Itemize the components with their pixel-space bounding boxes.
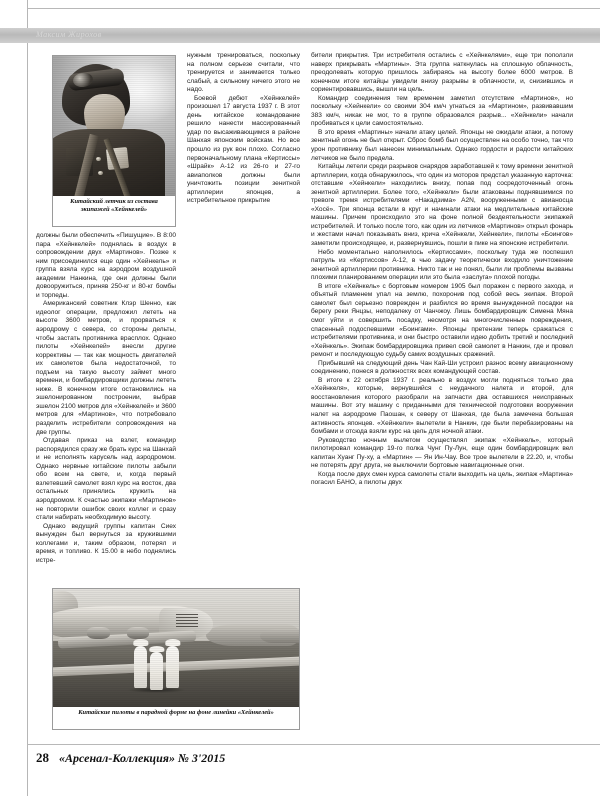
paragraph: должны были обеспечить «Пишущие». В 8:00 пара «Хейнкелей» поднялась в воздух в сопровождении двух «Мартинов». Позже к ним присоединился еще один «Хейнкель» и группа взяла курс на аэродром воздушной академии Нанкина, где они должны были довооружиться, приняв 250-кг и 80-кг бомбы и торпеды. xyxy=(36,232,176,299)
text-column-right xyxy=(311,52,573,488)
left-vertical-rule xyxy=(27,0,28,796)
figure-caption: Китайский летчик из состава экипажей «Хейнкелей» xyxy=(53,196,175,217)
pilots-parade-photo xyxy=(53,589,299,707)
text-column-left xyxy=(36,232,176,565)
paragraph: Однако ведущий группы капитан Сиех вынужден был вернуться за кружившими коллегами и, таким образом, потерял и время, и топливо. К 15.00 в небо поднялись истре- xyxy=(36,522,176,564)
paragraph: Небо моментально наполнилось «Кертиссами», поскольку туда же поспешил патруль из «Кертиссов» А-12, в чью задачу теоретически входило уничтожение зенитной артиллерии противника. Никто так и не понял, были ли проблемы вызваны плохими планированием операции или это была «заслуга» плохой погоды. xyxy=(311,248,573,282)
pilot-portrait-photo xyxy=(53,56,175,196)
running-head-author: Максим Жирохов xyxy=(36,30,102,39)
figure-pilot-portrait xyxy=(52,55,176,227)
paragraph: Американский советник Клэр Шенно, как идеолог операции, предложил лететь на высоте 3600 метров, и прорваться к аэродрому с севера, со стороны дельты, чтобы застать противника врасплох. Однако пилоты «Хейнкелей» внесли другие коррективы — так как мощность двигателей их самолетов была недостаточной, то подъем на такую высоту займет много времени, и бомбардировщики должны лететь ниже. В конечном итоге остановились на эшелонированном построении, выбрав эшелон 2100 метров для «Хейнкелей» и 3600 метров для «Мартинов», что потребовало разделить истребители сопровождения на две группы. xyxy=(36,300,176,436)
paragraph: Боевой дебют «Хейнкелей» произошел 17 августа 1937 г. В этот день китайское командование решило нанести массированный удар по высаживающимся в районе Шанхая японским войскам. Но все прошло из рук вон плохо. Согласно первоначальному плана «Кертиссы» «Шрайк» А-12 из 26-го и 27-го авиаполков должны были уничтожить позиции зенитной артиллерии японцев, а истребительное прикрытие xyxy=(187,94,300,205)
paragraph: бители прикрытия. Три истребителя остались с «Хейнкелями», еще три поползли наверх прикрывать «Мартины». Эта группа наткнулась на сплошную облачность, преодолевать которую пришлось забираясь на высоту более 6000 метров. В конечном итоге китайцы увидели внизу разрывы в облачности, и, снизившись и сориентировавшись, вышли на цель. xyxy=(311,52,573,94)
paragraph: Руководство ночным вылетом осуществлял экипаж «Хейнкель», который пилотировал командир 19-го полка Чунг Пу-Лун, еще один бомбардировщик вел капитан Хуанг Пу-ху, а «Мартин» — Ян Ин-Чау. Все трое вылетели в 22.20, и, чтобы не потерять друг друга, не выключили бортовые навигационные огни. xyxy=(311,436,573,470)
paragraph: Когда после двух смен курса самолеты стали выходить на цель, экипаж «Мартина» погасил БАНО, а пилоты двух xyxy=(311,470,574,487)
paragraph: Отдавая приказ на взлет, командир распорядился сразу же брать курс на Шанхай и не исполнять карусель над аэродромом. Однако нервные китайские пилоты забыли обо всем на свете, и, когда первый взлетевший самолет взял курс на восток, два остальных принялись кружить на аэродромом. К счастью экипажи «Мартинов» не повторили ошибок своих коллег и сразу стали набирать необходимую высоту. xyxy=(36,437,176,522)
page-number: 28 xyxy=(36,750,49,765)
paragraph: Китайцы летели среди разрывов снарядов заработавшей к тому времени зенитной артиллерии, когда обнаружилось, что один из моторов предстал указанную карточка: отставшие «Хейнкели» находились внизу, попав под сосредоточенный огонь зенитной артиллерии. Более того, «Хейнкели» были атакованы поднявшимися по тревоге тремя истребителями «Накадзима» A2N, вооруженными с авианосца «Хосё». Три японца встали в круг и начинали атаки на медлительные китайские машины. Причем происходило это на фоне полной бездеятельности экипажей истребителей. И только после того, как один из летчиков «Мартинов» открыл фонарь и жестами начал показывать вниз, крича «Хейнкели, Хейнкели», пилоты «Боингов» заметили происходящее, и, развернувшись, пошли в пике на японские истребители. xyxy=(311,163,573,248)
text-column-middle xyxy=(187,52,300,206)
figure-pilots-parade xyxy=(52,588,300,730)
figure-caption: Китайские пилоты в парадной форме на фоне линейки «Хейнкелей» xyxy=(53,707,299,720)
paragraph: нужным тренироваться, поскольку на полном серьезе считали, что тренируется и занимается только слабый, а сильному ничего этого не надо. xyxy=(187,52,300,94)
paragraph: Прибывший на следующий день Чан Кай-Ши устроил разнос всему авиационному соединению, понеся в должностях всех командующей состав. xyxy=(311,359,573,376)
footer-rule xyxy=(27,744,600,745)
paragraph: В это время «Мартины» начали атаку целей. Японцы не ожидали атаки, а потому зенитный огонь не был открыт. Сброс бомб был осуществлен на особо точно, так что урон противнику был нанесен минимальным. Однако гордости и радости китайских летчиков не было предела. xyxy=(311,128,573,162)
paragraph: Командир соединения тем временем заметил отсутствие «Мартинов», но поскольку «Хейнкели» со своими 304 км/ч угнаться за «Мартином», развивавшим 383 км/ч, никак не мог, то в группе образовался разрыв... «Хейнкели» начали пробиваться к цели самостоятельно. xyxy=(311,94,573,128)
top-rule xyxy=(27,8,600,9)
journal-title: «Арсенал-Коллекция» № 3'2015 xyxy=(59,751,226,765)
paragraph: В итоге «Хейнкель» с бортовым номером 1905 был поражен с первого захода, и объятый пламенем упал на землю, похоронив под собой весь экипаж. Второй самолет был серьезно поврежден и разбился во время вынужденной посадки на берегу реки Янцзы, неподалеку от Чанчжоу. Лишь бомбардировщик Симена Мяна смог уйти и совершить посадку, несмотря на многочисленные повреждения, спасенный подоспевшими «Боингами». Японцы претензии теперь сражаться с истребителями противника, и они быстро оставили идею добить третий и последний «Хейнкель». Экипаж бомбардировщика привел свой самолет в Нанкин, где и провел ремонт и последующую судьбу самих воздушных сражений. xyxy=(311,282,573,359)
page-footer xyxy=(36,750,225,766)
paragraph: В итоге к 22 октября 1937 г. реально в воздух могли подняться только два «Хейнкеля», которые, вернувшийся с неудачного налета и второй, для восстановления которого разобрали на запчасти два оставшихся неисправных машины. Вот эту машину с приданными для технической подготовки вооружении налет на аэродроме Паошан, к северу от Шанхая, где была замечена большая активность японцев. «Хейнкели» вылетели в Нанкин, где были перебазированы на бомбами и отсюда взяли курс на цель для ночной атаки. xyxy=(311,376,573,436)
